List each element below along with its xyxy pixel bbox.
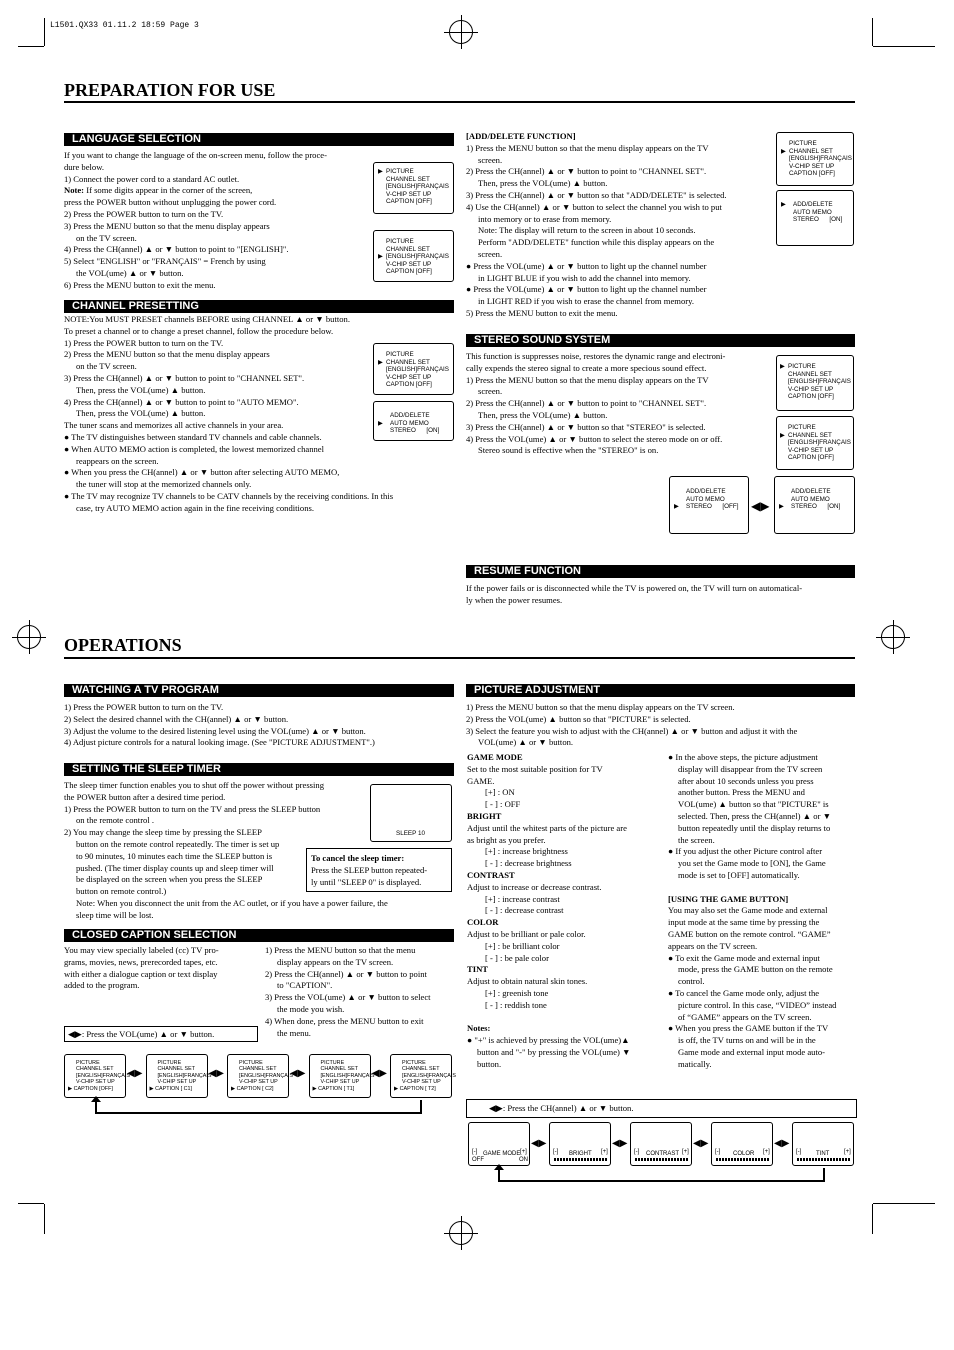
double-arrow-icon: ◀▶ — [208, 1068, 224, 1079]
caption-menu-line: CHANNEL SET — [402, 1066, 440, 1073]
text-line: display will disappear from the TV screen — [678, 763, 823, 774]
language-selection-header: LANGUAGE SELECTION — [64, 133, 454, 146]
double-arrow-icon: ◀▶ — [531, 1138, 547, 1149]
caption-menu-line: ▶ CAPTION [ C1] — [149, 1085, 192, 1092]
text-line: button. — [477, 1058, 502, 1069]
slider-plus-label: [+] — [601, 1149, 608, 1155]
caption-menu-line: V-CHIP SET UP — [239, 1079, 278, 1086]
caption-menu-line: [ENGLISH]FRANÇAIS — [76, 1072, 130, 1079]
text-line: COLOR — [467, 917, 499, 928]
text-line: [+] : ON — [485, 787, 515, 798]
slider-plus-label: [+] — [520, 1149, 527, 1155]
double-arrow-icon: ◀▶ — [290, 1068, 306, 1079]
sleep-timer-header: SETTING THE SLEEP TIMER — [64, 763, 454, 776]
slider-plus-label: [+] — [844, 1149, 851, 1155]
crop-mark — [18, 46, 44, 47]
slider-screen-color — [711, 1122, 773, 1166]
caption-menu-screen — [390, 1054, 456, 1098]
text-line: [ - ] : OFF — [485, 799, 521, 810]
slider-track — [797, 1158, 850, 1161]
double-arrow-icon: ◀▶ — [127, 1068, 143, 1079]
crop-mark — [872, 18, 873, 46]
slider-minus-label: [-] — [796, 1149, 802, 1155]
slider-name: GAME MODE — [483, 1151, 521, 1157]
text-line — [668, 882, 860, 894]
text-line: button and "-" by pressing the VOL(ume) ▼ — [477, 1046, 631, 1057]
caption-menu-line: CHANNEL SET — [157, 1066, 196, 1073]
slider-name: CONTRAST — [646, 1151, 679, 1157]
text-line: appears on the TV screen. — [668, 940, 758, 951]
text-line: [+] : increase contrast — [485, 893, 560, 904]
caption-menu-line: [ENGLISH]FRANÇAIS — [239, 1072, 293, 1079]
text-line: ● To exit the Game mode and external input — [668, 952, 820, 963]
caption-menu-line: ▶ CAPTION [OFF] — [68, 1085, 113, 1092]
picture-settings-list — [467, 752, 662, 1071]
language-selection-text: If you want to change the language of the on-screen menu, follow the proce- dure below. 1) Connect the power cord to a standard AC outlet. Note: If some digits appear in the corner of the screen, press the POWER button without unplugging the power cord. 2) Press the POWER button to turn on the TV. 3) Press the MENU button so that the menu display appears on the TV screen. 4) Press the CH(annel) ▲ or ▼ button to point to "[ENGLISH]". 5) Select "ENGLISH" or "FRANÇAIS" = French by using the VOL(ume) ▲ or ▼ button. 6) Press the MENU button to exit the menu. — [64, 150, 327, 290]
caption-menu-line: V-CHIP SET UP — [320, 1079, 360, 1086]
registration-mark — [449, 1221, 473, 1245]
menu-screen-channel-1: PICTURE ▶ CHANNEL SET [ENGLISH]FRANÇAIS V-CHIP SET UP CAPTION [OFF] — [373, 343, 454, 395]
caption-menu-line: PICTURE — [402, 1060, 426, 1066]
section-title-operations: OPERATIONS — [64, 635, 182, 655]
sleep-timer-text: The sleep timer function enables you to shut off the power without pressing the POWER button after a desired time period. 1) Press the POWER button to turn on the TV and press the SLEEP button on the remote control . 2) You may change the sleep time by pressing the SLEEP button on the remote control repeatedly. The timer is set up to 90 minutes, 10 minutes each time the SLEEP button is pushed. (The timer display counts up and sleep timer will be displayed on the screen when you press the SLEEP button on remote control.) Note: When you disconnect the unit from the AC outlet, or if you have a power failure, the sleep time will be lost. — [64, 780, 388, 920]
crop-mark — [44, 18, 45, 46]
slider-plus-label: [+] — [682, 1149, 689, 1155]
text-line: input mode at the same time by pressing the — [668, 917, 820, 928]
crop-mark — [873, 46, 935, 47]
text-line: [USING THE GAME BUTTON] — [668, 893, 789, 904]
double-arrow-icon: ◀▶ — [774, 1138, 790, 1149]
picture-legend: ◀▶: Press the CH(annel) ▲ or ▼ button. — [466, 1099, 857, 1118]
closed-caption-steps: 1) Press the MENU button so that the menu display appears on the TV screen. 2) Press the CH(annel) ▲ or ▼ button to point to "CAPTION". 3) Press the VOL(ume) ▲ or ▼ button to select the mode you wish. 4) When done, press the MENU button to exit the menu. — [265, 945, 431, 1038]
resume-function-header: RESUME FUNCTION — [466, 565, 855, 578]
text-line: Adjust to obtain natural skin tones. — [467, 976, 588, 987]
picture-notes — [668, 752, 860, 1071]
caption-menu-line: [ENGLISH]FRANÇAIS — [402, 1072, 456, 1079]
add-delete-text: [ADD/DELETE FUNCTION] 1) Press the MENU button so that the menu display appears on the TV screen. 2) Press the CH(annel) ▲ or ▼ button to point to "CHANNEL SET". Then, press the VOL(ume) ▲ button. 3) Press the CH(annel) ▲ or ▼ button so that "ADD/DELETE" is selected. 4) Use the CH(annel) ▲ or ▼ button to select the channel you wish to put into memory or to erase from memory. Note: The display will return to the screen in about 10 seconds. Perform "ADD/DELETE" function while this display appears on the screen. ● Press the VOL(ume) ▲ or ▼ button to light up the channel number in LIGHT BLUE if you wish to add the channel into memory. ● Press the VOL(ume) ▲ or ▼ button to light up the channel number in LIGHT RED if you wish to erase the channel from memory. 5) Press the MENU button to exit the menu. — [466, 131, 727, 318]
caption-menu-line: ▶ CAPTION [ T2] — [394, 1085, 436, 1092]
double-arrow-icon: ◀▶ — [612, 1138, 628, 1149]
text-line: after about 10 seconds unless you press — [678, 775, 814, 786]
watching-tv-header: WATCHING A TV PROGRAM — [64, 684, 454, 697]
caption-menu-screen — [227, 1054, 293, 1098]
title-rule — [64, 657, 855, 659]
text-line: Adjust to increase or decrease contrast. — [467, 881, 602, 892]
text-line: GAME button on the remote control. “GAME” — [668, 928, 831, 939]
slider-track — [635, 1158, 688, 1161]
slider-plus-label: [+] — [763, 1149, 770, 1155]
slider-track — [554, 1158, 607, 1161]
slider-minus-label: [-] — [715, 1149, 721, 1155]
text-line: control. — [678, 976, 705, 987]
double-arrow-icon: ◀▶ — [489, 1104, 503, 1114]
print-slug: L1501.QX33 01.11.2 18:59 Page 3 — [50, 21, 199, 30]
caption-menu-line: CHANNEL SET — [320, 1066, 359, 1073]
picture-adjustment-steps: 1) Press the MENU button so that the menu display appears on the TV screen. 2) Press the VOL(ume) ▲ button so that "PICTURE" is selected. 3) Select the feature you wish to adjust with the CH(annel) ▲ or ▼ button and adjust it with the VOL(ume) ▲ or ▼ button. — [466, 702, 798, 748]
caption-menu-line: PICTURE — [239, 1060, 263, 1066]
text-line: CONTRAST — [467, 869, 515, 880]
menu-screen-lang-2: PICTURE CHANNEL SET ▶ [ENGLISH]FRANÇAIS V-CHIP SET UP CAPTION [OFF] — [373, 230, 454, 282]
text-line: mode, press the GAME button on the remote — [678, 964, 833, 975]
slider-screen-contrast — [630, 1122, 692, 1166]
double-arrow-icon: ◀▶ — [751, 499, 770, 513]
text-line: Adjust to be brilliant or pale color. — [467, 928, 586, 939]
section-title-preparation: PREPARATION FOR USE — [64, 80, 276, 100]
slider-minus-label: [-] — [472, 1149, 478, 1155]
menu-screen-stereo-1: ▶ PICTURE CHANNEL SET [ENGLISH]FRANÇAIS V-CHIP SET UP CAPTION [OFF] — [776, 355, 854, 411]
picture-return-arrow — [493, 1164, 833, 1186]
slider-screen-bright — [549, 1122, 611, 1166]
text-line: ● To cancel the Game mode only, adjust the — [668, 987, 820, 998]
sleep-screen: SLEEP 10 — [370, 784, 452, 842]
menu-screen-lang-1: ▶ PICTURE CHANNEL SET [ENGLISH]FRANÇAIS V-CHIP SET UP CAPTION [OFF] — [373, 162, 454, 214]
caption-menu-line: PICTURE — [320, 1060, 345, 1066]
text-line: of “GAME” appears on the TV screen. — [678, 1011, 812, 1022]
text-line: as bright as you prefer. — [467, 834, 546, 845]
caption-return-arrow — [90, 1096, 430, 1118]
registration-mark — [449, 20, 473, 44]
caption-menu-line: V-CHIP SET UP — [76, 1079, 115, 1086]
crop-mark — [18, 1203, 44, 1204]
text-line: Adjust until the whitest parts of the picture are — [467, 822, 627, 833]
text-line: GAME. — [467, 775, 495, 786]
caption-menu-line: [ENGLISH]FRANÇAIS — [157, 1072, 212, 1079]
text-line: You may also set the Game mode and external — [668, 905, 828, 916]
text-line: button repeatedly until the display returns to — [678, 822, 831, 833]
caption-menu-line: [ENGLISH]FRANÇAIS — [320, 1072, 375, 1079]
menu-screen-stereo-2: PICTURE ▶ CHANNEL SET [ENGLISH]FRANÇAIS V-CHIP SET UP CAPTION [OFF] — [776, 416, 854, 470]
stereo-off-screen: ADD/DELETE AUTO MEMO ▶ STEREO [OFF] — [669, 476, 749, 534]
caption-menu-line: PICTURE — [157, 1060, 182, 1066]
text-line: [ - ] : decrease brightness — [485, 858, 572, 869]
text-line: the screen. — [678, 834, 715, 845]
caption-menu-line: V-CHIP SET UP — [157, 1079, 197, 1086]
caption-menu-line: ▶ CAPTION [ C2] — [231, 1085, 274, 1092]
stereo-sound-header: STEREO SOUND SYSTEM — [466, 334, 855, 347]
slider-name: BRIGHT — [569, 1151, 592, 1157]
text-line: [+] : greenish tone — [485, 987, 549, 998]
caption-menu-screen — [146, 1054, 212, 1098]
text-line: mode is set to [OFF] automatically. — [678, 869, 800, 880]
channel-presetting-text: NOTE:You MUST PRESET channels BEFORE using CHANNEL ▲ or ▼ button. To preset a channel or to change a preset channel, follow the procedure below. 1) Press the POWER button to turn on the TV. 2) Press the MENU button so that the menu display appears on the TV screen. 3) Press the CH(annel) ▲ or ▼ button to point to "CHANNEL SET". Then, press the VOL(ume) ▲ button. 4) Press the CH(annel) ▲ or ▼ button to point to "AUTO MEMO". Then, press the VOL(ume) ▲ button. The tuner scans and memorizes all active channels in your area. ● The TV distinguishes between standard TV channels and cable channels. ● When AUTO MEMO action is completed, the lowest memorized channel reappears on the screen. ● When you press the CH(annel) ▲ or ▼ button after selecting AUTO MEMO, the tuner will stop at the memorized channels only. ● The TV may recognize TV channels to be CATV channels by the receiving conditions. In this case, try AUTO MEMO action again in the fine receiving conditions. — [64, 314, 394, 513]
text-line — [467, 1012, 662, 1024]
text-line: TINT — [467, 964, 489, 975]
slider-track — [716, 1158, 769, 1161]
caption-menu-line: V-CHIP SET UP — [402, 1079, 441, 1086]
text-line: ● When you press the GAME button if the TV — [668, 1023, 829, 1034]
slider-name: COLOR — [733, 1151, 755, 1157]
text-line: Game mode and external input mode auto- — [678, 1046, 826, 1057]
double-arrow-icon: ◀▶ — [693, 1138, 709, 1149]
text-line: ● In the above steps, the picture adjustment — [668, 752, 818, 762]
text-line: matically. — [678, 1058, 712, 1069]
caption-legend: ◀▶: Press the VOL(ume) ▲ or ▼ button. — [64, 1026, 258, 1042]
watching-tv-text: 1) Press the POWER button to turn on the TV. 2) Select the desired channel with the CH(annel) ▲ or ▼ button. 3) Adjust the volume to the desired listening level using the VOL(ume) ▲ or ▼ button. 4) Adjust picture controls for a natural looking image. (See "PICTURE ADJUSTMENT".) — [64, 702, 375, 748]
text-line: Set to the most suitable position for TV — [467, 763, 603, 774]
text-line: [+] : increase brightness — [485, 846, 568, 857]
text-line: ● "+" is achieved by pressing the VOL(ume)▲ — [467, 1035, 630, 1046]
crop-mark — [873, 1203, 935, 1204]
slider-minus-label: [-] — [634, 1149, 640, 1155]
double-arrow-icon: ◀▶ — [371, 1068, 387, 1079]
caption-menu-screen — [309, 1054, 375, 1098]
stereo-sound-text: This function is suppresses noise, restores the dynamic range and electroni- cally expends the stereo signal to create a more specious sound effect. 1) Press the MENU button so that the menu display appears on the TV screen. 2) Press the CH(annel) ▲ or ▼ button to point to "CHANNEL SET". Then, press the VOL(ume) ▲ button. 3) Press the CH(annel) ▲ or ▼ button so that "STEREO" is selected. 4) Press the VOL(ume) ▲ or ▼ button to select the stereo mode on or off. Stereo sound is effective when the "STEREO" is on. — [466, 351, 726, 456]
text-line: [ - ] : decrease contrast — [485, 905, 564, 916]
caption-menu-line: CHANNEL SET — [239, 1066, 277, 1073]
double-arrow-icon: ◀▶ — [68, 1030, 82, 1040]
registration-mark — [881, 625, 905, 649]
stereo-on-screen: ADD/DELETE AUTO MEMO ▶ STEREO [ON] — [774, 476, 855, 534]
slider-off-label: OFF — [472, 1157, 484, 1163]
slider-screen-game-mode — [468, 1122, 530, 1166]
slider-name: TINT — [816, 1151, 830, 1157]
caption-menu-line: ▶ CAPTION [ T1] — [312, 1085, 355, 1092]
closed-caption-header: CLOSED CAPTION SELECTION — [64, 929, 454, 942]
channel-presetting-header: CHANNEL PRESETTING — [64, 300, 454, 313]
text-line: another button. Press the MENU and — [678, 787, 805, 798]
caption-menu-line: PICTURE — [76, 1060, 100, 1066]
text-line: selected. Then, press the CH(annel) ▲ or ▼ — [678, 810, 832, 821]
slider-on-label: ON — [519, 1157, 528, 1163]
crop-mark — [872, 1204, 873, 1234]
title-rule — [64, 101, 855, 103]
text-line: [+] : be brilliant color — [485, 940, 560, 951]
text-line: [ - ] : be pale color — [485, 952, 549, 963]
text-line: is off, the TV turns on and will be in the — [678, 1035, 816, 1046]
caption-menu-screen — [64, 1054, 130, 1098]
text-line: GAME MODE — [467, 752, 523, 762]
picture-adjustment-header: PICTURE ADJUSTMENT — [466, 684, 855, 697]
menu-screen-adddel-1: PICTURE ▶ CHANNEL SET [ENGLISH]FRANÇAIS V-CHIP SET UP CAPTION [OFF] — [776, 132, 854, 186]
text-line: [ - ] : reddish tone — [485, 999, 547, 1010]
crop-mark — [44, 1204, 45, 1234]
text-line: BRIGHT — [467, 810, 502, 821]
caption-menu-line: CHANNEL SET — [76, 1066, 114, 1073]
closed-caption-intro: You may view specially labeled (cc) TV pro- grams, movies, news, prerecorded tapes, etc. with either a dialogue caption or text display added to the program. — [64, 945, 219, 991]
slider-minus-label: [-] — [553, 1149, 559, 1155]
slider-screen-tint — [792, 1122, 854, 1166]
registration-mark — [17, 625, 41, 649]
menu-screen-channel-2: ADD/DELETE ▶ AUTO MEMO STEREO [ON] — [373, 401, 454, 441]
text-line: picture control. In this case, “VIDEO” instead — [678, 999, 837, 1010]
resume-function-text: If the power fails or is disconnected while the TV is powered on, the TV will turn on automatical- ly when the power resumes. — [466, 583, 803, 605]
text-line: VOL(ume) ▲ button so that "PICTURE" is — [678, 799, 829, 810]
text-line: ● If you adjust the other Picture control after — [668, 846, 823, 857]
text-line: Notes: — [467, 1023, 491, 1034]
text-line: you set the Game mode to [ON], the Game — [678, 858, 826, 869]
cancel-sleep-box: To cancel the sleep timer: Press the SLEEP button repeated- ly until "SLEEP 0" is displayed. — [306, 848, 452, 892]
menu-screen-adddel-2: ▶ ADD/DELETE AUTO MEMO STEREO [ON] — [776, 190, 854, 246]
